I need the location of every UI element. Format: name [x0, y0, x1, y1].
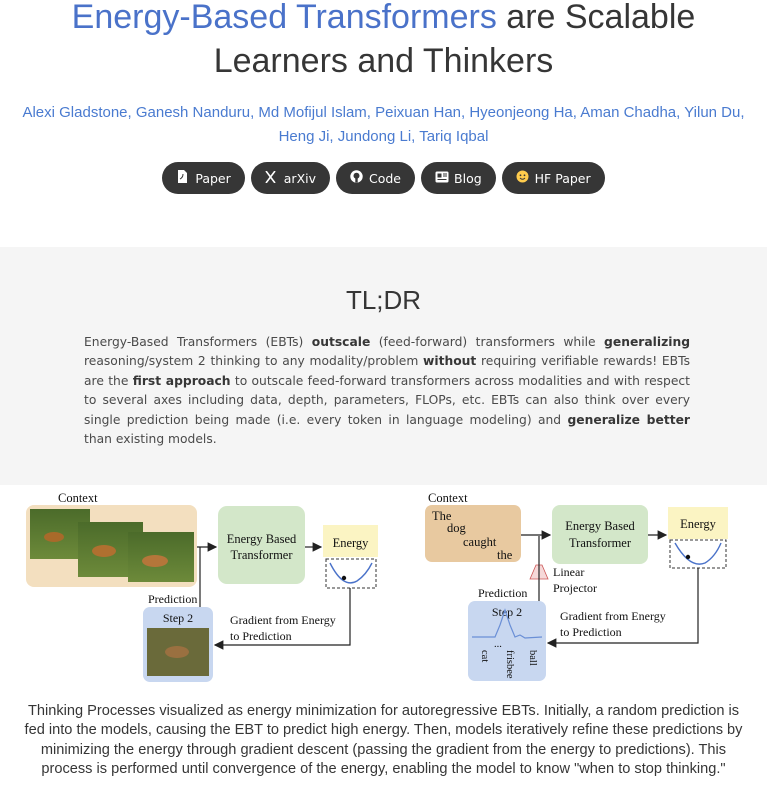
left-energy-curve-box [326, 559, 376, 588]
right-model-box [552, 505, 648, 564]
left-gradient-label-2: to Prediction [230, 629, 292, 643]
right-diagram [425, 491, 728, 681]
title-line-1 [0, 0, 767, 38]
right-energy-point [686, 555, 690, 559]
tldr-text-5: to outscale feed-forward transformers across modalities and with respect to several axes including data, depth, parameters, FLOPs, etc. EBTs can also think over every single prediction being made (i.e. every token in language modeling) and [84, 373, 690, 427]
link-buttons [0, 162, 767, 194]
author-line-2[interactable]: Heng Ji, Jundong Li, Tariq Iqbal [278, 128, 489, 145]
tldr-text-1: Energy-Based Transformers (EBTs) [84, 335, 312, 349]
left-gradient-label-1: Gradient from Energy [230, 613, 336, 627]
right-prediction-label: Prediction [478, 586, 528, 600]
github-icon [350, 170, 362, 186]
tldr-bold-4: first approach [132, 373, 231, 388]
tldr-heading: TL;DR [345, 285, 422, 315]
left-diagram [26, 491, 378, 682]
dog-shape-3 [142, 555, 168, 567]
author-line-1[interactable]: Alexi Gladstone, Ganesh Nanduru, Md Mofijul Islam, Peixuan Han, Hyeonjeong Ha, Aman Chadha, Yilun Du, [22, 104, 745, 121]
figure-svg [0, 485, 767, 700]
pdf-icon [176, 170, 188, 186]
paper-button-label: Paper [195, 170, 231, 186]
left-energy-curve [330, 563, 372, 583]
right-model-label-1: Energy Based [565, 519, 635, 533]
left-energy-label: Energy [332, 536, 369, 550]
tldr-text-2: (feed-forward) transformers while [370, 335, 605, 349]
right-energy-label: Energy [680, 517, 716, 531]
figure-caption: Thinking Processes visualized as energy minimization for autoregressive EBTs. Initially, a random prediction is fed into the models, causing the EBT to predict high energy. Then, models iteratively refine these predictions by minimizing the energy through gradient descent (passing the gradient from the energy to predictions). This process is performed until convergence of the energy, enabling the model to know "when to stop thinking." [24, 703, 743, 777]
tldr-text-4: requiring verifiable rewards! EBTs are the [84, 354, 690, 388]
left-prediction-label: Prediction [148, 592, 198, 606]
left-energy-point [342, 576, 346, 580]
tldr-bold-3: without [423, 354, 477, 369]
blog-button-label: Blog [454, 170, 482, 186]
arxiv-button-label: arXiv [283, 170, 316, 186]
title-rest: are Scalable [496, 0, 696, 36]
right-energy-curve [675, 543, 721, 564]
left-step-label: Step 2 [162, 611, 194, 625]
right-word-2: dog [447, 521, 466, 535]
tldr-text-6: than existing models. [84, 432, 217, 447]
arxiv-icon [265, 171, 277, 186]
tldr-bold-2: generalizing [604, 335, 691, 349]
tldr-bold-1: outscale [311, 335, 371, 349]
hf-paper-button[interactable] [502, 162, 605, 194]
right-token-frisbee: frisbee [504, 650, 515, 679]
code-button[interactable] [336, 162, 415, 194]
arxiv-button[interactable] [251, 162, 330, 194]
blog-button[interactable] [421, 162, 496, 194]
right-word-1: The [432, 509, 452, 523]
code-button-label: Code [369, 170, 402, 186]
right-token-ball: ball [527, 650, 538, 666]
right-gradient-label-1: Gradient from Energy [560, 609, 666, 623]
title-line-2: Learners and Thinkers [213, 42, 554, 80]
right-token-ellipsis: ... [494, 639, 502, 650]
huggingface-icon [516, 170, 528, 186]
paper-button[interactable] [162, 162, 244, 194]
tldr-section [0, 247, 767, 485]
tldr-bold-5: generalize better [567, 412, 690, 427]
hf-paper-button-label: HF Paper [534, 170, 591, 186]
right-projector-label-1: Linear [553, 565, 585, 579]
dog-shape-2 [92, 545, 116, 557]
right-word-4: the [497, 548, 513, 562]
left-context-label: Context [58, 491, 98, 505]
left-model-label-2: Transformer [230, 548, 293, 562]
tldr-paragraph [84, 333, 690, 449]
right-token-cat: cat [479, 650, 490, 663]
right-model-label-2: Transformer [568, 536, 632, 550]
thinking-process-figure [0, 485, 767, 700]
right-word-3: caught [463, 535, 497, 549]
dog-shape-1 [44, 532, 64, 542]
author-list [0, 101, 767, 149]
title-highlight: Energy-Based Transformers [71, 0, 497, 36]
right-projector-label-2: Projector [553, 581, 597, 595]
left-model-label-1: Energy Based [226, 532, 297, 546]
left-step-dog [165, 646, 189, 658]
tldr-text-3: reasoning/system 2 thinking to any modality/problem [84, 354, 424, 369]
right-gradient-label-2: to Prediction [560, 625, 622, 639]
blog-icon [435, 171, 447, 186]
right-context-label: Context [428, 491, 468, 505]
right-step-label: Step 2 [491, 605, 523, 619]
